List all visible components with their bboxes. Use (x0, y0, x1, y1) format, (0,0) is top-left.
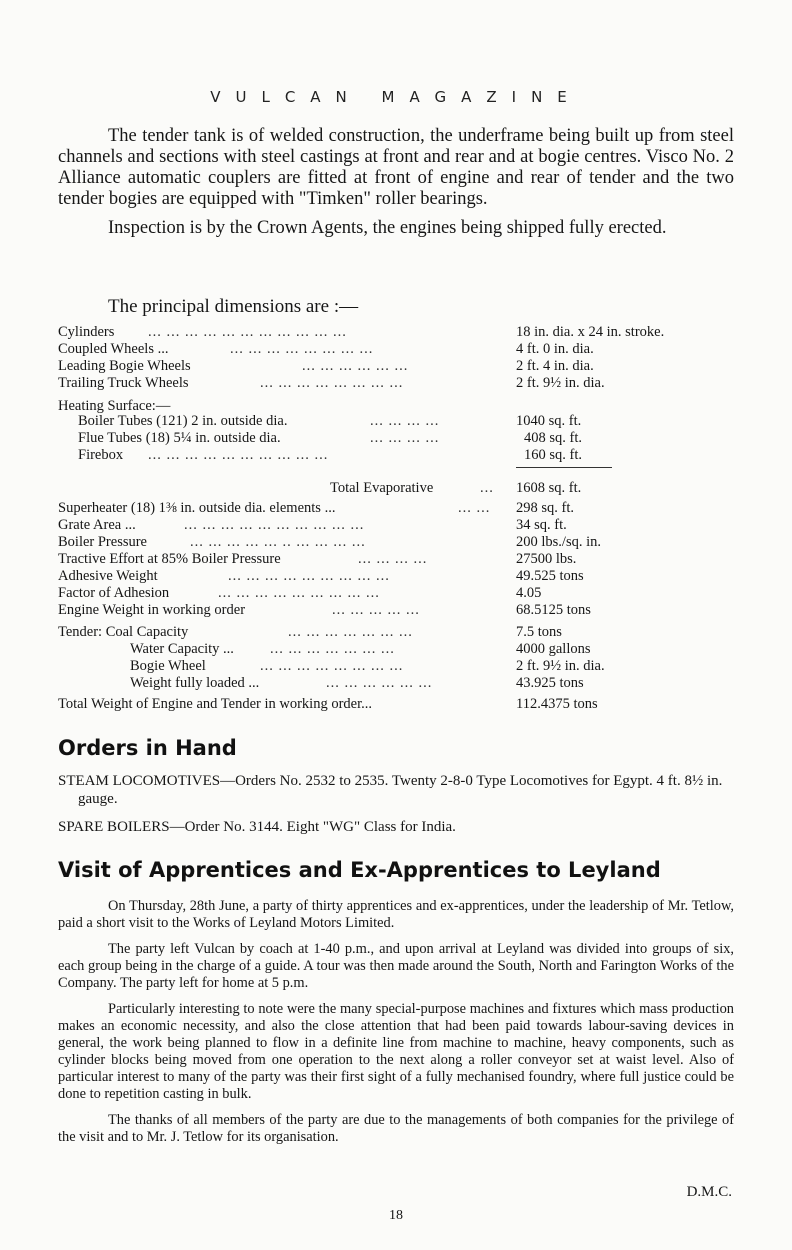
subtotal-rule (516, 467, 612, 468)
leader-dots: ... ... ... ... ... ... ... ... (260, 658, 404, 674)
dimension-value: 43.925 tons (516, 675, 584, 691)
visit-paragraph-1: On Thursday, 28th June, a party of thirty apprentices and ex-apprentices, under the leadership of Mr. Tetlow, paid a short visit to the Works of Leyland Motors Limited. (58, 898, 734, 931)
dimension-value: 1040 sq. ft. (516, 413, 582, 429)
dimension-value: 34 sq. ft. (516, 517, 567, 533)
dimension-value: 49.525 tons (516, 568, 584, 584)
leader-dots: ... ... ... ... ... ... ... ... ... ... (184, 517, 365, 533)
leader-dots: ... ... ... ... ... ... ... ... ... ... (148, 447, 329, 463)
leader-dots: ... ... ... ... ... (332, 602, 420, 618)
dimension-label: Cylinders (58, 324, 115, 340)
dimension-value: 2 ft. 4 in. dia. (516, 358, 594, 374)
dimension-label: Water Capacity ... (130, 641, 234, 657)
dimension-label: Coupled Wheels ... (58, 341, 169, 357)
leader-dots: ... ... ... ... ... ... ... (288, 624, 413, 640)
visit-article (58, 898, 734, 1155)
orders-spare (58, 818, 734, 836)
intro-paragraph-2: Inspection is by the Crown Agents, the engines being shipped fully erected. (108, 218, 667, 238)
dimension-value: 298 sq. ft. (516, 500, 574, 516)
leader-dots: ... ... ... ... ... ... (302, 358, 409, 374)
dimension-label: Boiler Pressure (58, 534, 147, 550)
leader-dots: ... ... ... ... ... ... ... ... ... ... ... (148, 324, 347, 340)
dimension-label: Firebox (78, 447, 124, 463)
dimension-label: Total Evaporative (330, 480, 434, 496)
dimension-value: 27500 lbs. (516, 551, 577, 567)
orders-heading: Orders in Hand (58, 736, 237, 760)
dimension-label: Tender: Coal Capacity (58, 624, 189, 640)
dimension-label: Bogie Wheel (130, 658, 206, 674)
intro-text (58, 126, 734, 247)
dimension-value: 408 sq. ft. (524, 430, 582, 446)
spare-boilers-order: SPARE BOILERS—Order No. 3144. Eight "WG" Class for India. (58, 819, 456, 835)
leader-dots: ... ... ... ... ... ... ... ... ... (218, 585, 380, 601)
dimension-label: Grate Area ... (58, 517, 136, 533)
leader-dots: ... ... ... ... ... ... ... ... ... (228, 568, 390, 584)
dimension-value: 2 ft. 9½ in. dia. (516, 658, 605, 674)
dimension-value: 7.5 tons (516, 624, 562, 640)
visit-paragraph-4: The thanks of all members of the party are due to the managements of both companies for the privilege of the visit and to Mr. J. Tetlow for its organisation. (58, 1112, 734, 1145)
visit-paragraph-2: The party left Vulcan by coach at 1-40 p.m., and upon arrival at Leyland was divided into groups of six, each group being in the charge of a guide. A tour was then made around the South, North and Farington Works of the Company. The party left for home at 5 p.m. (58, 941, 734, 991)
leader-dots: ... ... (458, 500, 491, 516)
masthead: VULCAN MAGAZINE (210, 88, 582, 106)
dimension-label: Factor of Adhesion (58, 585, 170, 601)
leader-dots: ... ... ... ... ... .. ... ... ... ... (190, 534, 366, 550)
dimension-label: Trailing Truck Wheels (58, 375, 189, 391)
dimensions-heading: The principal dimensions are :— (108, 296, 359, 317)
dimension-value: 160 sq. ft. (524, 447, 582, 463)
leader-dots: ... ... ... ... (370, 430, 440, 446)
dimension-value: 4 ft. 0 in. dia. (516, 341, 594, 357)
page-number: 18 (389, 1208, 403, 1223)
leader-dots: ... (480, 480, 494, 496)
dimension-value: 2 ft. 9½ in. dia. (516, 375, 605, 391)
dimension-label: Leading Bogie Wheels (58, 358, 191, 374)
leader-dots: ... ... ... ... ... ... ... (270, 641, 395, 657)
intro-paragraph-1: The tender tank is of welded construction, the underframe being built up from steel channels and sections with steel castings at front and rear and at bogie centres. Visco No. 2 Alliance automatic couplers are fitted at front of engine and rear of tender and the two tender bogies are equipped with "Timken" roller bearings. (58, 126, 734, 209)
dimension-label: Boiler Tubes (121) 2 in. outside dia. (78, 413, 288, 429)
steam-locomotives-order: STEAM LOCOMOTIVES—Orders No. 2532 to 2535. Twenty 2-8-0 Type Locomotives for Egypt. 4 ft. 8½ in. gauge. (58, 773, 723, 807)
leader-dots: ... ... ... ... (358, 551, 428, 567)
leader-dots: ... ... ... ... ... ... (326, 675, 433, 691)
dimension-label: Tractive Effort at 85% Boiler Pressure (58, 551, 281, 567)
leader-dots: ... ... ... ... (370, 413, 440, 429)
dimension-label: Engine Weight in working order (58, 602, 246, 618)
dimension-label: Weight fully loaded ... (130, 675, 260, 691)
dimension-label: Total Weight of Engine and Tender in working order... (58, 696, 372, 712)
visit-heading: Visit of Apprentices and Ex-Apprentices to Leyland (58, 858, 661, 882)
dimension-value: 4.05 (516, 585, 542, 601)
dimension-label: Adhesive Weight (58, 568, 158, 584)
author-signature: D.M.C. (686, 1184, 732, 1200)
leader-dots: ... ... ... ... ... ... ... ... (260, 375, 404, 391)
dimension-value: 112.4375 tons (516, 696, 598, 712)
dimension-value: 1608 sq. ft. (516, 480, 582, 496)
leader-dots: ... ... ... ... ... ... ... ... (230, 341, 374, 357)
dimension-label: Flue Tubes (18) 5¼ in. outside dia. (78, 430, 281, 446)
dimension-value: 18 in. dia. x 24 in. stroke. (516, 324, 665, 340)
dimension-value: 4000 gallons (516, 641, 591, 657)
orders-steam (58, 772, 734, 808)
visit-paragraph-3: Particularly interesting to note were the many special-purpose machines and fixtures which mass production makes an economic necessity, and also the close attention that had been paid towards labour-saving devices in general, the work being planned to flow in a definite line from machine to machine, heavy components, such as cylinder blocks being moved from one operation to the next along a roller conveyor set at waist level. Also of particular interest to many of the party was their first sight of a fully mechanised foundry, where full justice could be done to repetition casting in bulk. (58, 1001, 734, 1102)
dimension-value: 200 lbs./sq. in. (516, 534, 601, 550)
dimension-value: 68.5125 tons (516, 602, 591, 618)
dimension-label: Heating Surface:— (58, 398, 171, 414)
dimension-label: Superheater (18) 1⅜ in. outside dia. elements ... (58, 500, 336, 516)
